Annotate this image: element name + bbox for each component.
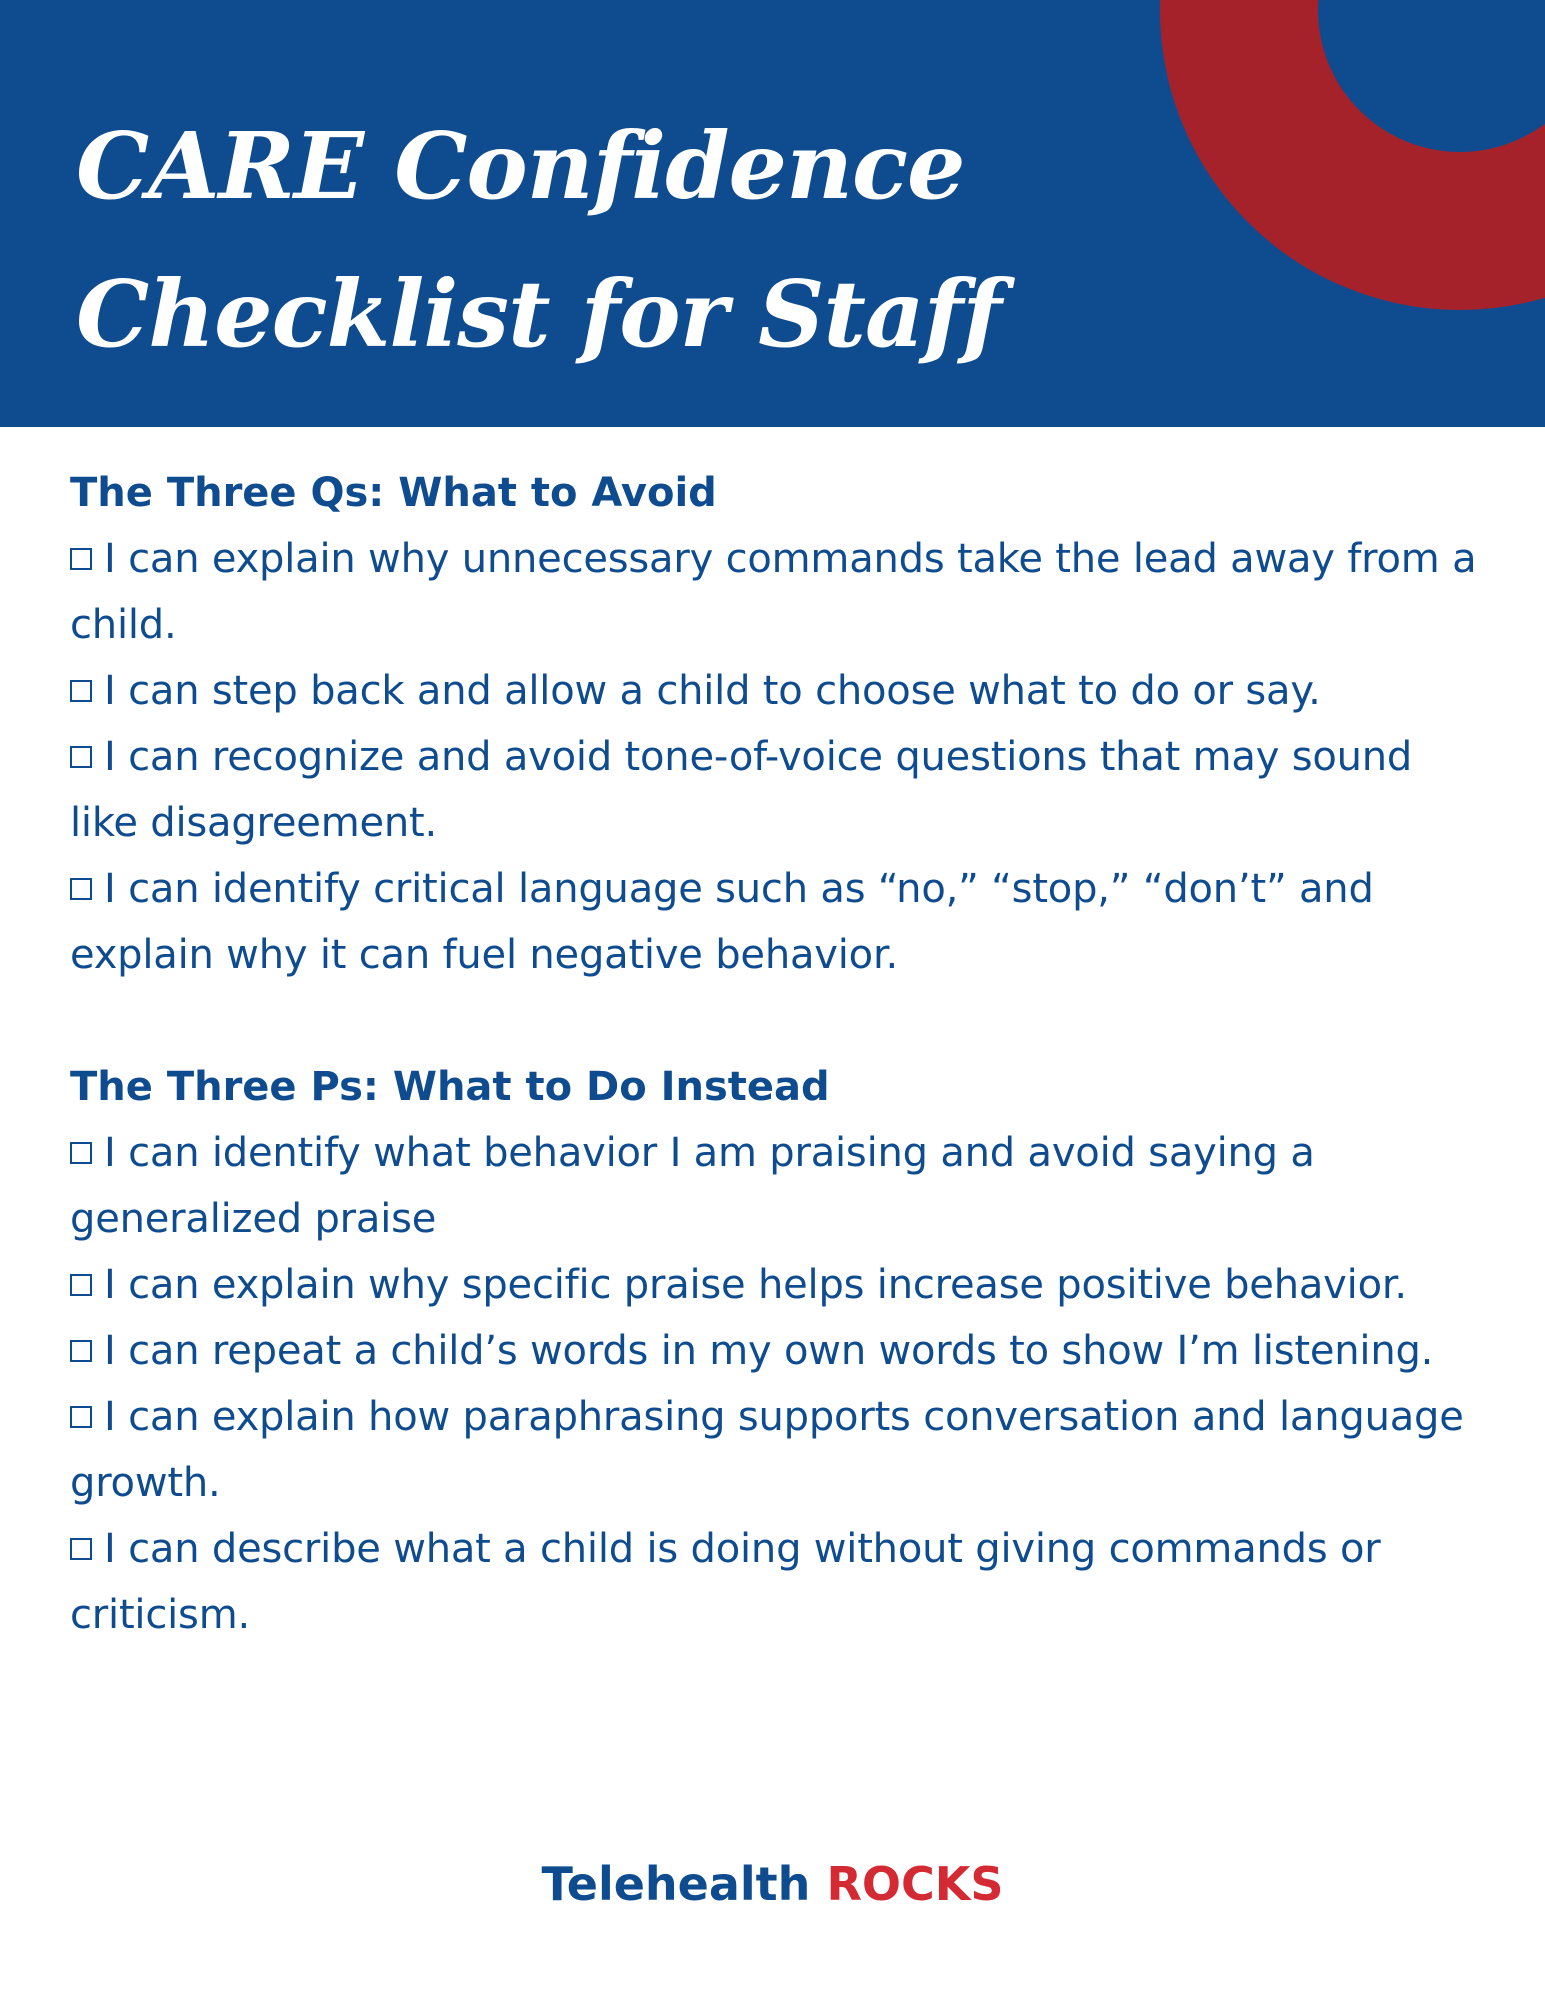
checklist-item bbox=[70, 856, 1480, 988]
checkbox[interactable] bbox=[70, 680, 92, 702]
checklist-item-text: I can identify critical language such as “no,” “stop,” “don’t” and explain why it can fuel negative behavior. bbox=[70, 866, 1374, 978]
checkbox[interactable] bbox=[70, 1142, 92, 1164]
title-line-1: CARE Confidence bbox=[76, 112, 965, 220]
checklist-item-text: I can identify what behavior I am praising and avoid saying a generalized praise bbox=[70, 1130, 1315, 1242]
brand-name-part1: Telehealth bbox=[541, 1857, 811, 1911]
checkbox[interactable] bbox=[70, 1340, 92, 1362]
checklist-item bbox=[70, 724, 1480, 856]
brand-name-part2: ROCKS bbox=[826, 1857, 1004, 1911]
section-heading: The Three Qs: What to Avoid bbox=[70, 470, 717, 516]
section-three-ps bbox=[70, 1054, 1480, 1648]
checklist-item-text: I can step back and allow a child to choose what to do or say. bbox=[104, 668, 1321, 714]
checklist-item bbox=[70, 1516, 1480, 1648]
section-heading: The Three Ps: What to Do Instead bbox=[70, 1064, 830, 1110]
footer-brand bbox=[0, 1854, 1545, 1914]
section-three-qs bbox=[70, 460, 1480, 988]
checklist-content bbox=[70, 460, 1480, 1648]
checklist-item-text: I can describe what a child is doing without giving commands or criticism. bbox=[70, 1526, 1381, 1638]
page-title bbox=[76, 92, 1001, 388]
checkbox[interactable] bbox=[70, 548, 92, 570]
checkbox[interactable] bbox=[70, 878, 92, 900]
checkbox[interactable] bbox=[70, 1538, 92, 1560]
checklist-item bbox=[70, 1120, 1480, 1252]
checkbox[interactable] bbox=[70, 746, 92, 768]
checklist-item-text: I can repeat a child’s words in my own words to show I’m listening. bbox=[104, 1328, 1434, 1374]
title-line-2: Checklist for Staff bbox=[76, 260, 1001, 368]
header-banner bbox=[0, 0, 1545, 427]
checklist-item-text: I can explain how paraphrasing supports conversation and language growth. bbox=[70, 1394, 1464, 1506]
checklist-item-text: I can explain why unnecessary commands take the lead away from a child. bbox=[70, 536, 1477, 648]
decorative-ring bbox=[1160, 0, 1545, 310]
checklist-item-text: I can recognize and avoid tone-of-voice questions that may sound like disagreement. bbox=[70, 734, 1413, 846]
checkbox[interactable] bbox=[70, 1274, 92, 1296]
checkbox[interactable] bbox=[70, 1406, 92, 1428]
checklist-item bbox=[70, 658, 1480, 724]
checklist-item-text: I can explain why specific praise helps increase positive behavior. bbox=[104, 1262, 1407, 1308]
checklist-item bbox=[70, 526, 1480, 658]
checklist-item bbox=[70, 1384, 1480, 1516]
checklist-item bbox=[70, 1252, 1480, 1318]
checklist-item bbox=[70, 1318, 1480, 1384]
